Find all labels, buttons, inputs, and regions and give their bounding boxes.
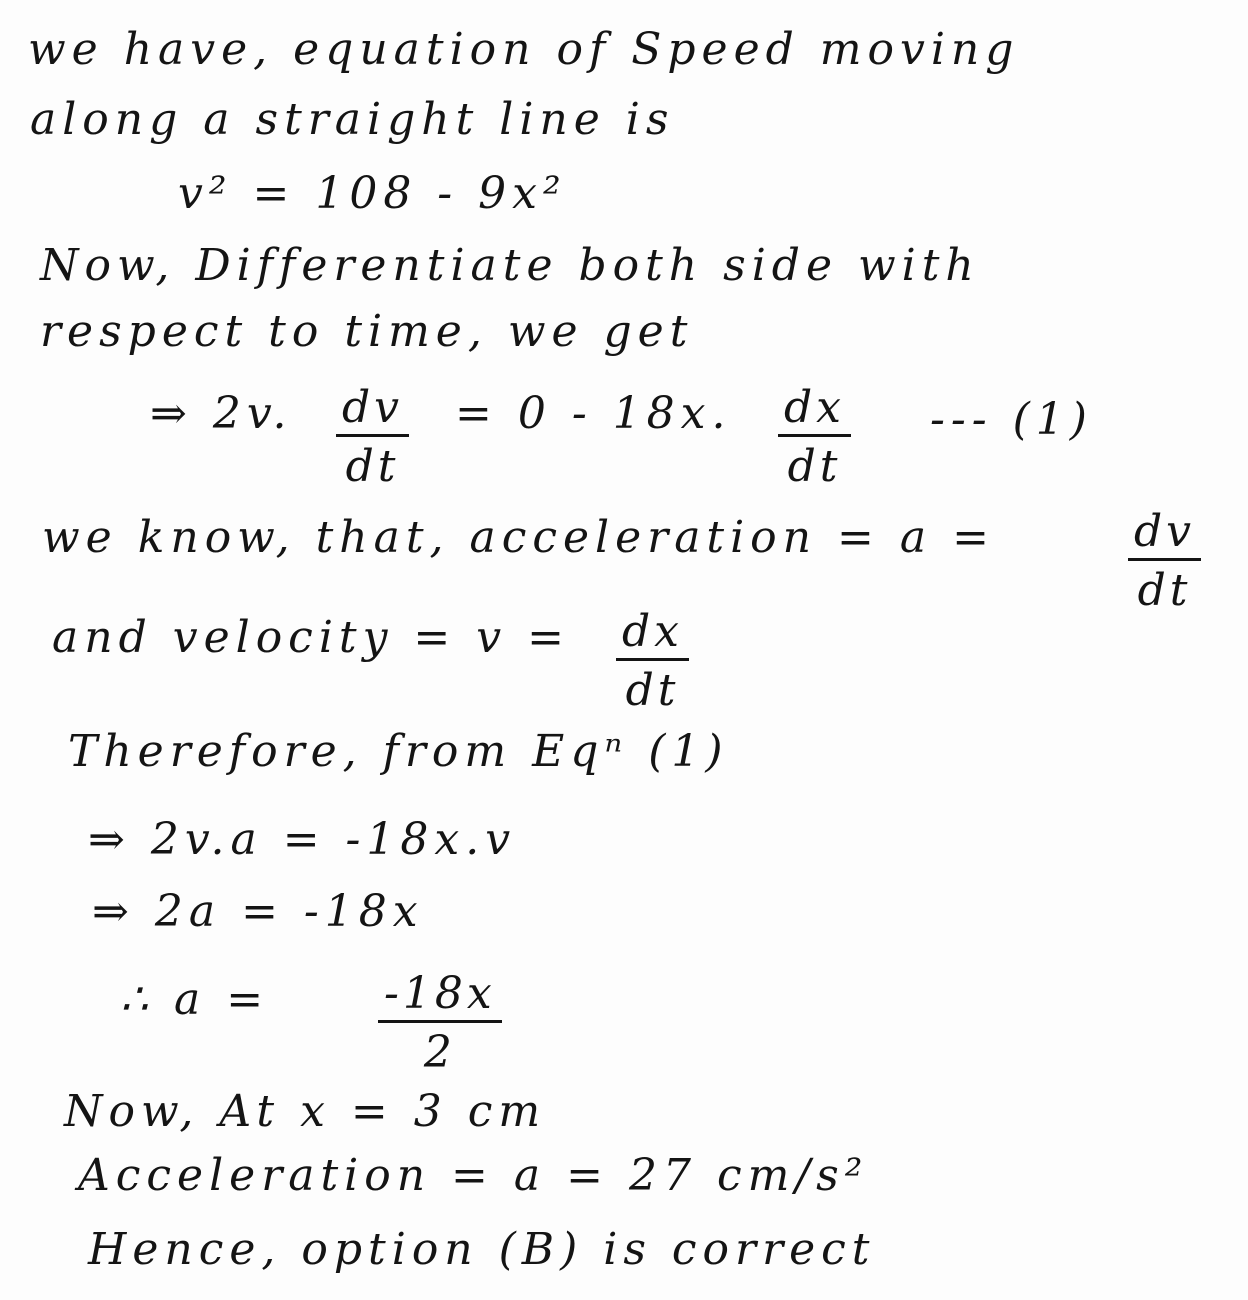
eq1-fraction-dv-dt-denominator: dt — [345, 441, 400, 492]
acceleration-result: Acceleration = a = 27 cm/s² — [78, 1150, 869, 1201]
step-a-prefix: ∴ a = — [120, 974, 270, 1025]
eq1-tag: --- (1) — [930, 394, 1093, 445]
eq1-fraction-dv-dt — [336, 382, 409, 492]
eq1-fraction-dx-dt-numerator: dx — [778, 386, 851, 437]
velocity-fraction-numerator: dx — [616, 610, 689, 661]
conclusion: Hence, option (B) is correct — [88, 1224, 876, 1275]
now-at-x: Now, At x = 3 cm — [64, 1086, 547, 1137]
intro-line-1: we have, equation of Speed moving — [28, 24, 1020, 75]
step-a-fraction-denominator: 2 — [423, 1027, 456, 1078]
step-2va: ⇒ 2v.a = -18x.v — [88, 814, 517, 865]
velocity-definition: and velocity = v = — [52, 612, 570, 663]
acceleration-fraction-denominator: dt — [1137, 565, 1192, 616]
velocity-fraction — [616, 606, 689, 716]
step-2a: ⇒ 2a = -18x — [92, 886, 424, 937]
velocity-fraction-denominator: dt — [625, 665, 680, 716]
therefore-line: Therefore, from Eqⁿ (1) — [68, 726, 729, 777]
step-a-fraction-numerator: -18x — [378, 972, 502, 1023]
speed-equation: v² = 108 - 9x² — [178, 168, 567, 219]
eq1-middle: = 0 - 18x. — [455, 388, 732, 439]
eq1-fraction-dx-dt — [778, 382, 851, 492]
differentiate-line-2: respect to time, we get — [40, 306, 694, 357]
intro-line-2: along a straight line is — [30, 94, 675, 145]
eq1-prefix: ⇒ 2v. — [150, 388, 293, 439]
differentiate-line-1: Now, Differentiate both side with — [40, 240, 980, 291]
eq1-fraction-dx-dt-denominator: dt — [787, 441, 842, 492]
eq1-fraction-dv-dt-numerator: dv — [336, 386, 409, 437]
acceleration-fraction-numerator: dv — [1128, 510, 1201, 561]
step-a-fraction — [378, 968, 502, 1078]
acceleration-definition: we know, that, acceleration = a = — [42, 512, 995, 563]
acceleration-fraction — [1128, 506, 1201, 616]
